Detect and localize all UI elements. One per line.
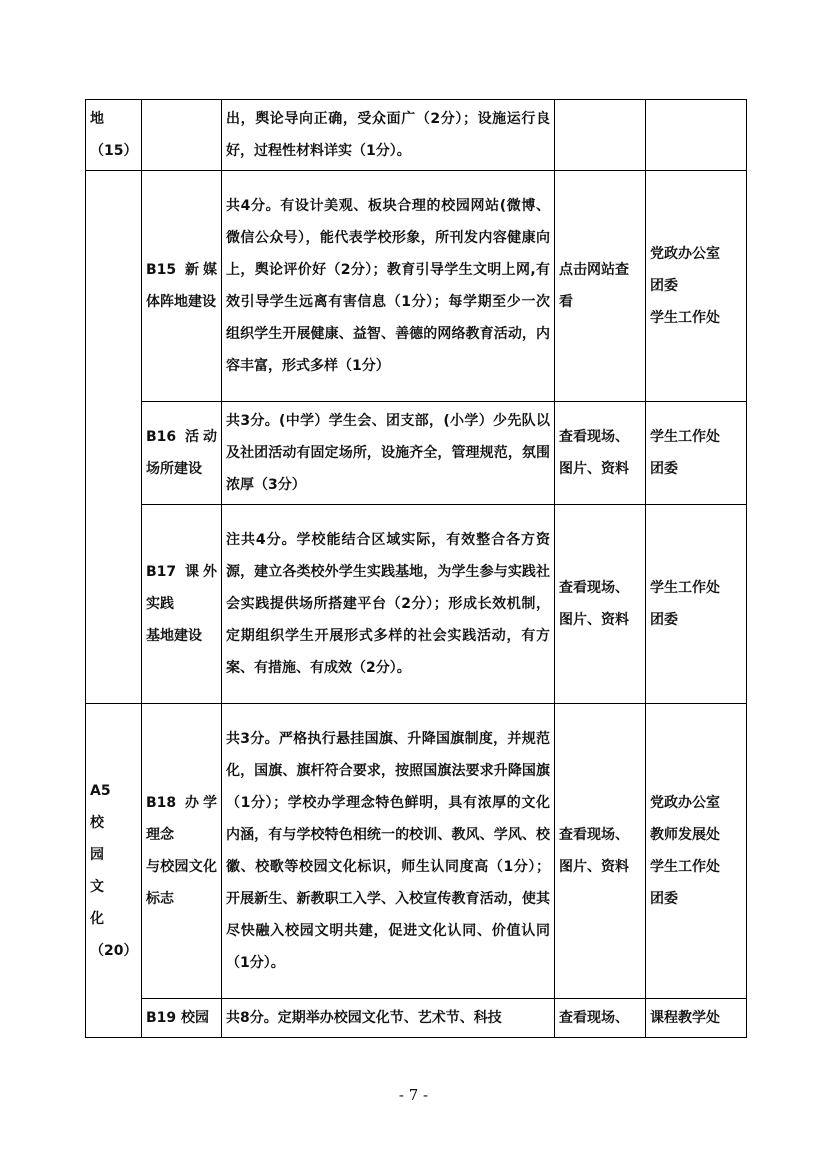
- item-cell: B18 办学理念 与校园文化标志: [142, 704, 222, 999]
- table-row: [86, 402, 747, 505]
- department-cell: 党政办公室 教师发展处 学生工作处 团委: [646, 704, 747, 999]
- method-cell: 查看现场、图片、资料: [555, 402, 646, 505]
- page-number: - 7 -: [398, 1086, 429, 1104]
- table-row: [86, 171, 747, 402]
- evaluation-table: [85, 99, 747, 1038]
- criteria-cell: 共4分。有设计美观、板块合理的校园网站(微博、微信公众号），能代表学校形象，所刊发内容健康向上，舆论评价好（2分）；教育引导学生文明上网,有效引导学生远离有害信息（1分）；每学期至少一次组织学生开展健康、益智、善德的网络教育活动，内容丰富，形式多样（1分）: [222, 171, 555, 402]
- department-cell: 学生工作处 团委: [646, 505, 747, 704]
- criteria-cell: 注共4分。学校能结合区域实际，有效整合各方资源，建立各类校外学生实践基地，为学生参与实践社会实践提供场所搭建平台（2分）；形成长效机制，定期组织学生开展形式多样的社会实践活动，有方案、有措施、有成效（2分）。: [222, 505, 555, 704]
- item-cell: B16 活动场所建设: [142, 402, 222, 505]
- item-cell: [142, 100, 222, 171]
- department-cell: 党政办公室 团委 学生工作处: [646, 171, 747, 402]
- item-cell: B17 课外实践 基地建设: [142, 505, 222, 704]
- method-cell: [555, 100, 646, 171]
- method-cell: 查看现场、图片、资料: [555, 505, 646, 704]
- item-cell: B15 新媒体阵地建设: [142, 171, 222, 402]
- department-cell: [646, 100, 747, 171]
- table-row: [86, 505, 747, 704]
- table-row: [86, 704, 747, 999]
- department-cell: 学生工作处 团委: [646, 402, 747, 505]
- table-row: [86, 100, 747, 171]
- criteria-cell: 共8分。定期举办校园文化节、艺术节、科技: [222, 999, 555, 1038]
- method-cell: 点击网站查看: [555, 171, 646, 402]
- criteria-cell: 共3分。(中学）学生会、团支部，(小学）少先队以及社团活动有固定场所，设施齐全，管理规范，氛围浓厚（3分）: [222, 402, 555, 505]
- method-cell: 查看现场、: [555, 999, 646, 1038]
- criteria-cell: 出，舆论导向正确，受众面广（2分）；设施运行良好，过程性材料详实（1分）。: [222, 100, 555, 171]
- category-cell: 地 （15）: [86, 100, 142, 171]
- category-cell: [86, 171, 142, 704]
- department-cell: 课程教学处: [646, 999, 747, 1038]
- criteria-cell: 共3分。严格执行悬挂国旗、升降国旗制度，并规范化，国旗、旗杆符合要求，按照国旗法要求升降国旗（1分）；学校办学理念特色鲜明，具有浓厚的文化内涵，有与学校特色相统一的校训、教风、学风、校徽、校歌等校园文化标识，师生认同度高（1分）；开展新生、新教职工入学、入校宣传教育活动，使其尽快融入校园文明共建，促进文化认同、价值认同（1分）。: [222, 704, 555, 999]
- table-row: [86, 999, 747, 1038]
- item-cell: B19 校园: [142, 999, 222, 1038]
- method-cell: 查看现场、图片、资料: [555, 704, 646, 999]
- category-cell: A5 校 园 文 化 （20）: [86, 704, 142, 1038]
